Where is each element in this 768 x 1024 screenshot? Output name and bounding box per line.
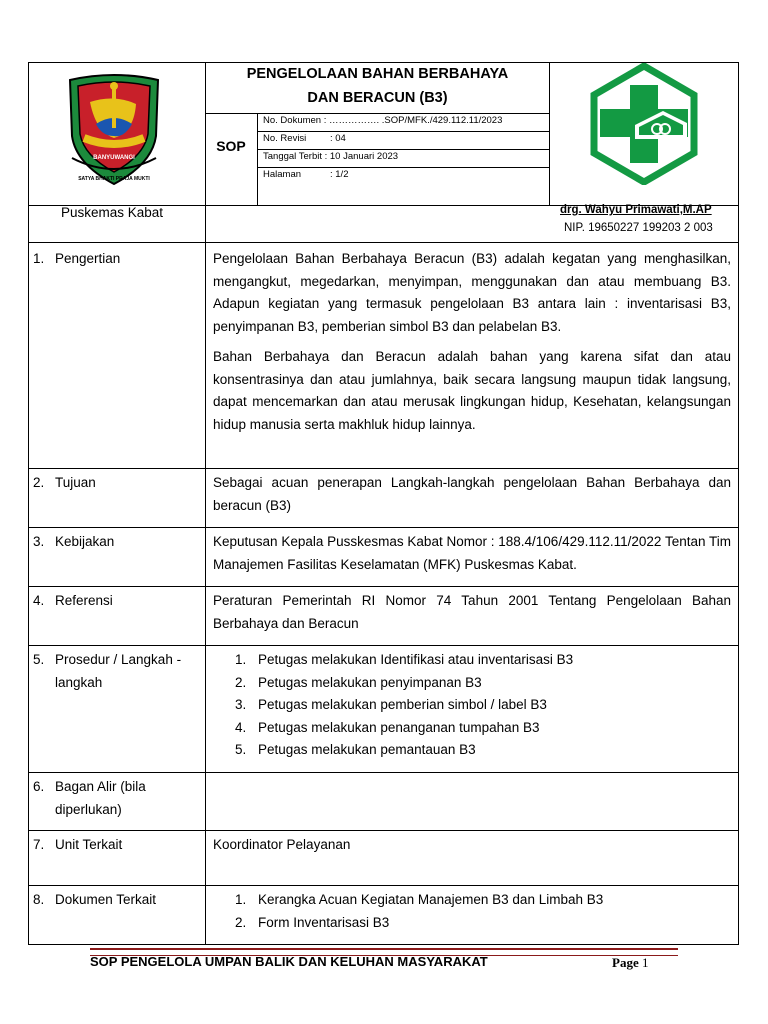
section-label-tujuan — [33, 472, 96, 495]
section-label: Referensi — [55, 593, 113, 608]
list-item: 2. Form Inventarisasi B3 — [235, 914, 390, 930]
related-documents-list — [213, 889, 731, 934]
signatory-name: drg. Wahyu Primawati,M.AP — [560, 204, 712, 216]
meta-value: : 1/2 — [330, 169, 349, 180]
section-number: 5. — [33, 652, 45, 667]
section-label-pengertian — [33, 248, 120, 271]
regency-emblem-icon — [62, 72, 166, 190]
meta-label: No. Dokumen — [263, 115, 322, 126]
section-label-referensi — [33, 590, 113, 613]
procedure-list — [213, 649, 731, 762]
list-item: 4. Petugas melakukan penanganan tumpahan B3 — [235, 719, 540, 735]
organization-name: Puskemas Kabat — [61, 205, 164, 220]
puskesmas-logo — [583, 63, 705, 185]
emblem-ribbon-text: BANYUWANGI — [93, 155, 135, 161]
section-label-continued: diperlukan) — [55, 801, 122, 817]
title-line-2: DAN BERACUN (B3) — [307, 90, 448, 106]
section-number: 6. — [33, 779, 45, 794]
section-label: Pengertian — [55, 251, 121, 266]
section-label-bagan-alir — [33, 776, 146, 821]
section-number: 2. — [33, 475, 45, 490]
meta-row-doc-number — [263, 115, 502, 126]
section-label-prosedur — [33, 649, 181, 694]
paragraph: Sebagai acuan penerapan Langkah-langkah pengelolaan Bahan Berbahaya dan beracun (B3) — [213, 475, 731, 513]
signatory-nip: NIP. 19650227 199203 2 003 — [564, 222, 713, 234]
paragraph: Pengelolaan Bahan Berbahaya Beracun (B3) adalah kegatan yang menghasilkan, mengangkut, megedarkan, menyimpan, menggunakan dan atau membuang B3. Adapun kegiatan yang termasuk pengelolaan B3 antara lain : inventarisasi B3, penyimpanan B3, pemberian simbol B3 dan pelabelan B3. — [213, 251, 731, 334]
section-label: Unit Terkait — [55, 837, 123, 852]
meta-value: : ……………. .SOP/MFK./429.112.11/2023 — [323, 115, 503, 126]
meta-value: : 10 Januari 2023 — [324, 151, 399, 162]
section-number: 4. — [33, 593, 45, 608]
list-item: 3. Petugas melakukan pemberian simbol / label B3 — [235, 697, 547, 712]
meta-row-page — [263, 169, 349, 180]
document-title — [206, 62, 549, 110]
footer-page — [612, 955, 648, 971]
meta-label: No. Revisi — [263, 133, 307, 144]
meta-row-issue-date — [263, 151, 398, 162]
section-label: Bagan Alir (bila — [55, 779, 146, 794]
list-item: 1. Kerangka Acuan Kegiatan Manajemen B3 dan Limbah B3 — [235, 892, 604, 907]
section-body-unit-terkait — [213, 834, 731, 857]
section-body-referensi — [213, 590, 731, 635]
section-body-tujuan — [213, 472, 731, 517]
section-label: Kebijakan — [55, 534, 115, 549]
list-item: 2. Petugas melakukan penyimpanan B3 — [235, 674, 482, 690]
section-number: 3. — [33, 534, 45, 549]
paragraph: Koordinator Pelayanan — [213, 837, 351, 852]
title-line-1: PENGELOLAAN BAHAN BERBAHAYA — [246, 66, 509, 82]
section-label-kebijakan — [33, 531, 114, 554]
section-label: Prosedur / Langkah - — [55, 652, 182, 667]
section-label: Tujuan — [55, 475, 96, 490]
section-label-unit-terkait — [33, 834, 122, 857]
section-body-kebijakan — [213, 531, 731, 576]
list-item: 5. Petugas melakukan pemantauan B3 — [235, 742, 476, 757]
section-label-dokumen-terkait — [33, 889, 156, 912]
paragraph: Keputusan Kepala Pusskesmas Kabat Nomor : 188.4/106/429.112.11/2022 Tentan Tim Manajemen Fasilitas Keselamatan (MFK) Puskesmas Kabat. — [213, 534, 731, 572]
meta-row-revision — [263, 133, 346, 144]
section-number: 7. — [33, 837, 45, 852]
section-label-continued: langkah — [55, 674, 103, 690]
puskesmas-logo-icon — [583, 63, 705, 185]
banyuwangi-emblem — [62, 72, 166, 190]
section-body-pengertian — [213, 248, 731, 436]
page-number: 1 — [641, 955, 649, 970]
sop-label: SOP — [216, 138, 246, 154]
list-item: 1. Petugas melakukan Identifikasi atau inventarisasi B3 — [235, 652, 574, 667]
paragraph: Peraturan Pemerintah RI Nomor 74 Tahun 2001 Tentang Pengelolaan Bahan Berbahaya dan Beracun — [213, 593, 731, 631]
page-label: Page — [612, 955, 639, 970]
meta-value: : 04 — [330, 133, 346, 144]
section-number: 8. — [33, 892, 45, 907]
emblem-motto: SATYA BHAKTI PRAJA MUKTI — [78, 176, 150, 182]
paragraph: Bahan Berbahaya dan Beracun adalah bahan yang karena sifat dan atau konsentrasinya dan atau jumlahnya, baik secara langsung maupun tidak langsung, dapat mencemarkan dan atau merusak lingkungan hidup, Kesehatan, kelangsungan hidup manusia serta makhluk hidup lainnya. — [213, 349, 731, 432]
meta-label: Tanggal Terbit — [263, 151, 322, 162]
section-number: 1. — [33, 251, 45, 266]
footer-title: SOP PENGELOLA UMPAN BALIK DAN KELUHAN MASYARAKAT — [90, 954, 488, 969]
section-body-dokumen-terkait — [213, 889, 731, 934]
section-body-prosedur — [213, 649, 731, 762]
section-label: Dokumen Terkait — [55, 892, 157, 907]
meta-label: Halaman — [263, 169, 302, 180]
